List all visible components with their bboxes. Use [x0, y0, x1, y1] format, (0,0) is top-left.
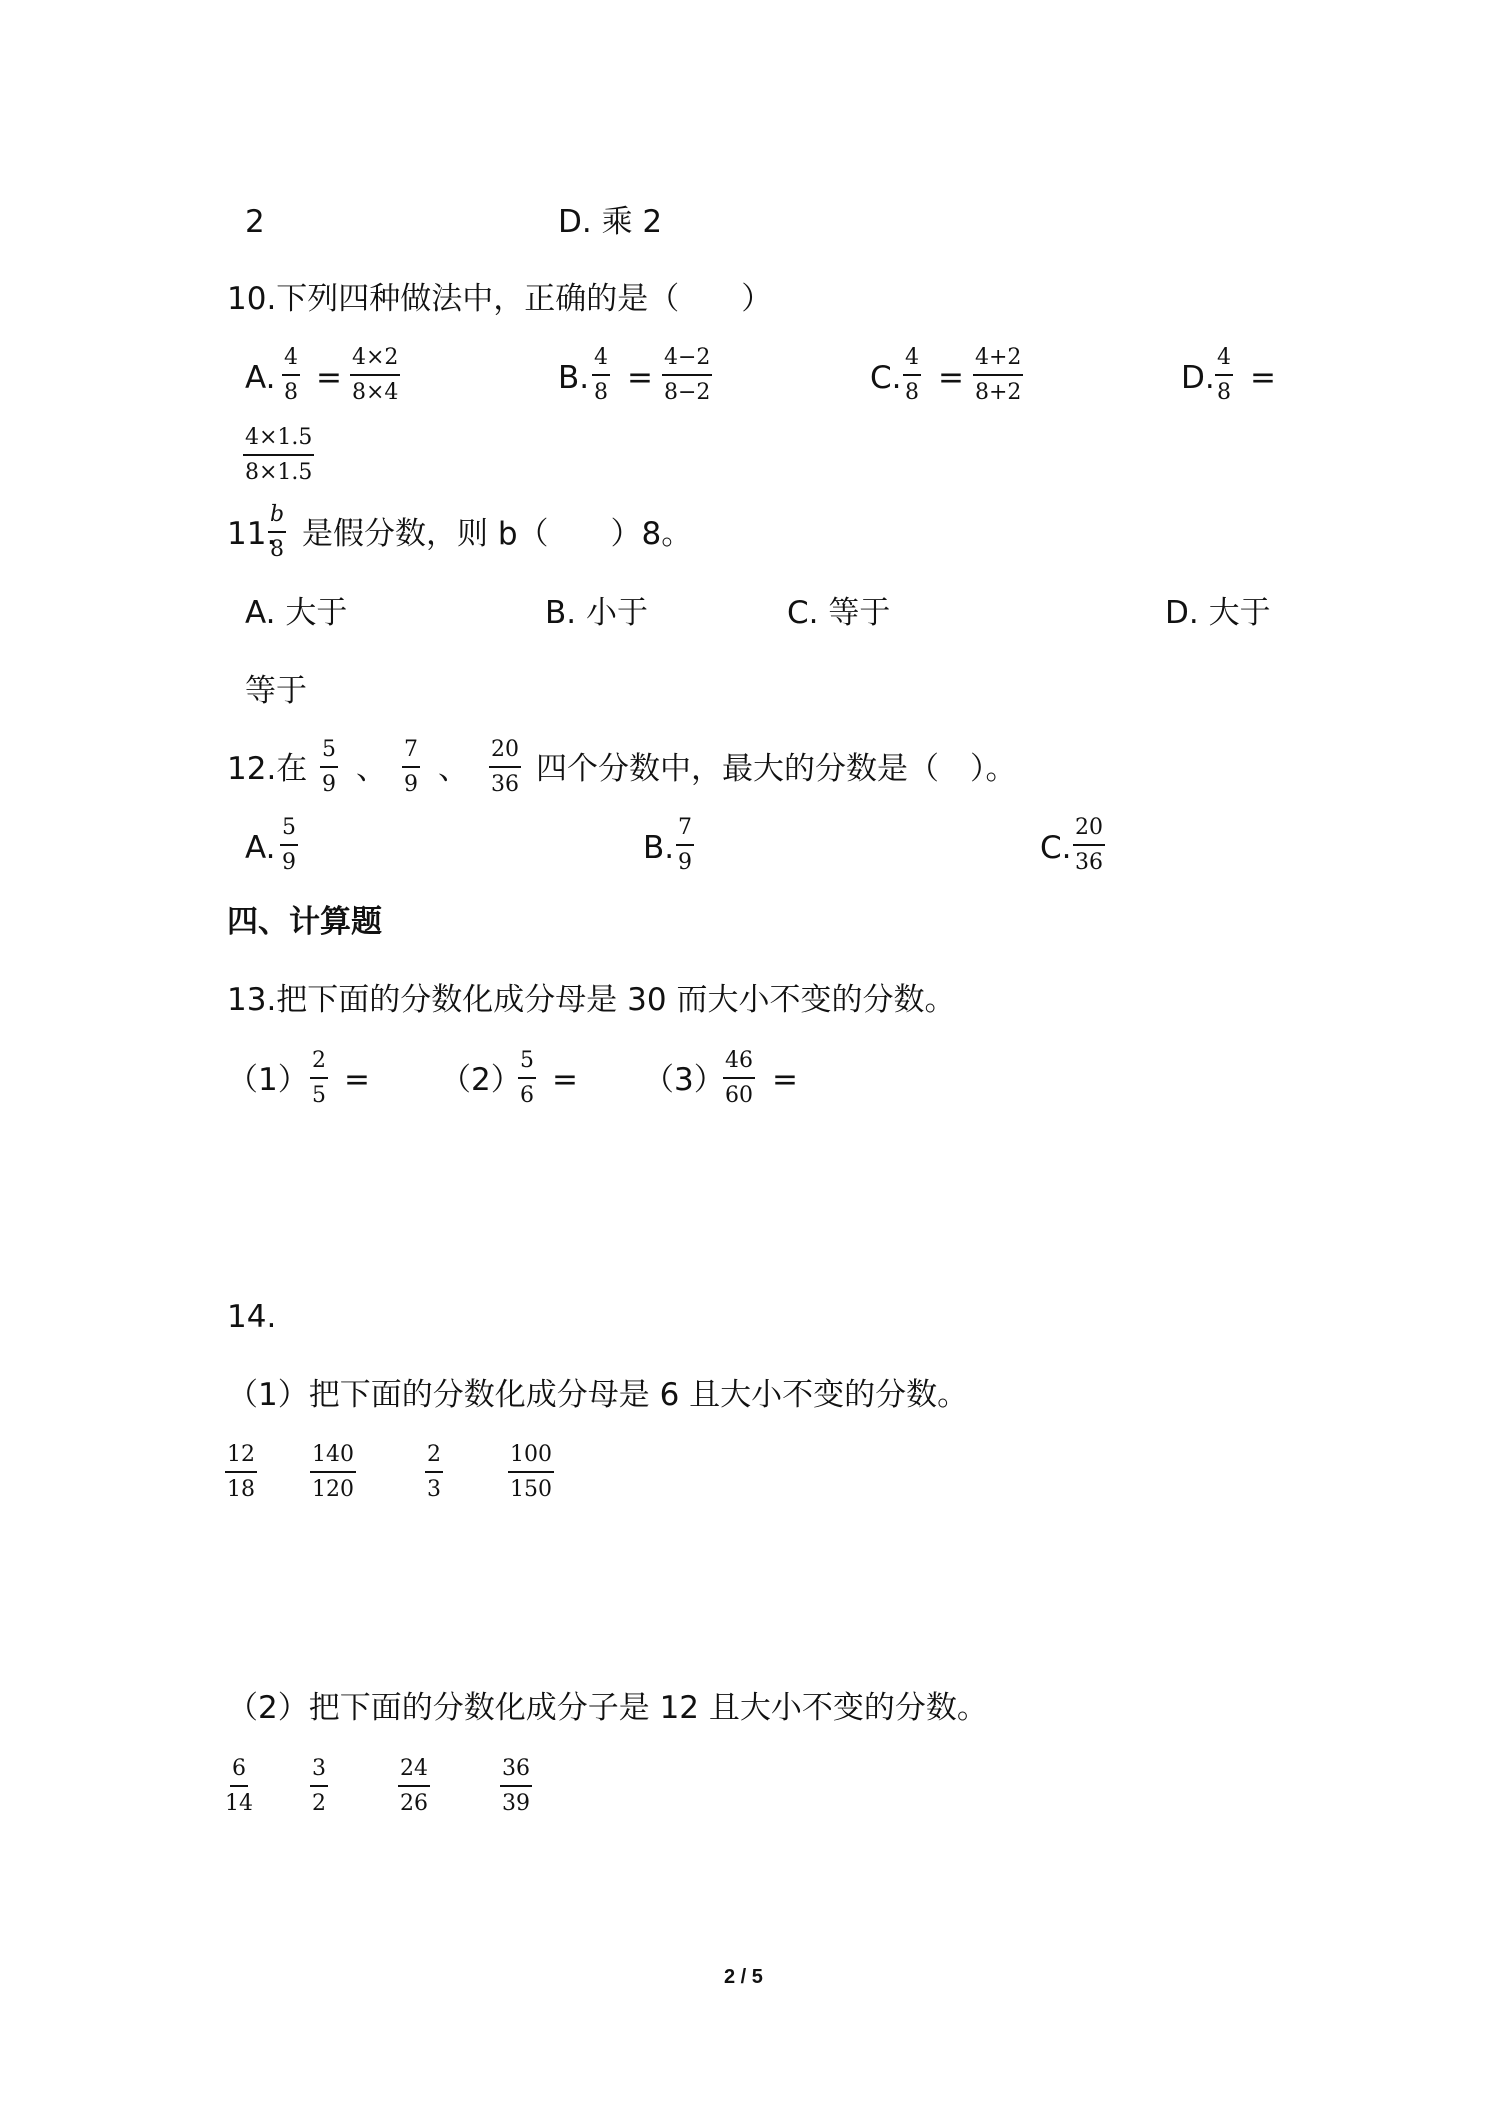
- q12-prefix: 12.在: [227, 751, 308, 787]
- fraction: $\frac{b}{8}$: [270, 502, 285, 562]
- fraction: $\frac{20}{36}$: [1075, 815, 1103, 875]
- fraction: $\frac{100}{150}$: [510, 1442, 552, 1502]
- fraction: $\frac{2}{5}$: [312, 1048, 326, 1108]
- fraction: $\frac{2}{3}$: [427, 1442, 441, 1502]
- prev-option-c-tail: 2: [245, 204, 265, 240]
- q13-stem: 13.把下面的分数化成分母是 30 而大小不变的分数。: [227, 982, 956, 1018]
- fraction: $\frac{46}{60}$: [725, 1048, 753, 1108]
- q14-part1-stem: （1）把下面的分数化成分母是 6 且大小不变的分数。: [227, 1377, 969, 1413]
- fraction: $\frac{5}{9}$: [322, 737, 336, 797]
- fraction: $\frac{24}{26}$: [400, 1756, 428, 1816]
- fraction: $\frac{5}{9}$: [282, 815, 296, 875]
- option-label: D.: [1181, 360, 1215, 396]
- fraction: $\frac{4-2}{8-2}$: [664, 345, 711, 405]
- item-label: （3）: [643, 1062, 725, 1098]
- q11-option-c: C. 等于: [787, 595, 891, 631]
- fraction: $\frac{4\times 2}{8\times 4}$: [352, 345, 399, 405]
- q14-part2-stem: （2）把下面的分数化成分子是 12 且大小不变的分数。: [227, 1690, 988, 1726]
- fraction: $\frac{4+2}{8+2}$: [975, 345, 1022, 405]
- option-label: B.: [643, 830, 675, 866]
- equals-sign: =: [627, 360, 653, 396]
- fraction: $\frac{4}{8}$: [905, 345, 919, 405]
- option-label: C.: [870, 360, 902, 396]
- fraction: $\frac{7}{9}$: [404, 737, 418, 797]
- q14-number: 14.: [227, 1299, 277, 1335]
- equals-sign: =: [552, 1062, 578, 1098]
- fraction: $\frac{12}{18}$: [227, 1442, 255, 1502]
- option-label: C.: [1040, 830, 1072, 866]
- equals-sign: =: [344, 1062, 370, 1098]
- fraction: $\frac{20}{36}$: [491, 737, 519, 797]
- q11-option-a: A. 大于: [245, 595, 348, 631]
- q11-option-d: D. 大于: [1165, 595, 1271, 631]
- fraction: $\frac{140}{120}$: [312, 1442, 354, 1502]
- separator: 、: [356, 751, 387, 787]
- equals-sign: =: [1250, 360, 1276, 396]
- equals-sign: =: [316, 360, 342, 396]
- option-label: A.: [245, 830, 276, 866]
- q11-prefix: 11.: [227, 516, 277, 552]
- equals-sign: =: [772, 1062, 798, 1098]
- separator: 、: [438, 751, 469, 787]
- fraction: $\frac{3}{2}$: [312, 1756, 326, 1816]
- prev-option-d: D. 乘 2: [558, 204, 663, 240]
- option-label: A.: [245, 360, 276, 396]
- fraction: $\frac{5}{6}$: [520, 1048, 534, 1108]
- q11-option-b: B. 小于: [545, 595, 648, 631]
- fraction: $\frac{36}{39}$: [502, 1756, 530, 1816]
- page-number: 2 / 5: [724, 1966, 763, 1988]
- q11-stem: 是假分数，则 b（ ）8。: [302, 516, 693, 552]
- fraction: $\frac{7}{9}$: [678, 815, 692, 875]
- fraction: $\frac{4}{8}$: [594, 345, 608, 405]
- item-label: （1）: [227, 1062, 309, 1098]
- option-label: B.: [558, 360, 590, 396]
- q11-option-d-wrap: 等于: [245, 673, 307, 709]
- equals-sign: =: [938, 360, 964, 396]
- fraction: $\frac{4}{8}$: [1217, 345, 1231, 405]
- section-heading: 四、计算题: [227, 904, 382, 940]
- fraction: $\frac{4}{8}$: [284, 345, 298, 405]
- q12-stem: 四个分数中，最大的分数是（ ）。: [536, 751, 1017, 787]
- item-label: （2）: [440, 1062, 522, 1098]
- fraction: $\frac{4\times 1.5}{8\times 1.5}$: [245, 425, 313, 485]
- fraction: $\frac{6}{14}$: [225, 1756, 253, 1816]
- q10-stem: 10.下列四种做法中，正确的是（ ）: [227, 281, 773, 317]
